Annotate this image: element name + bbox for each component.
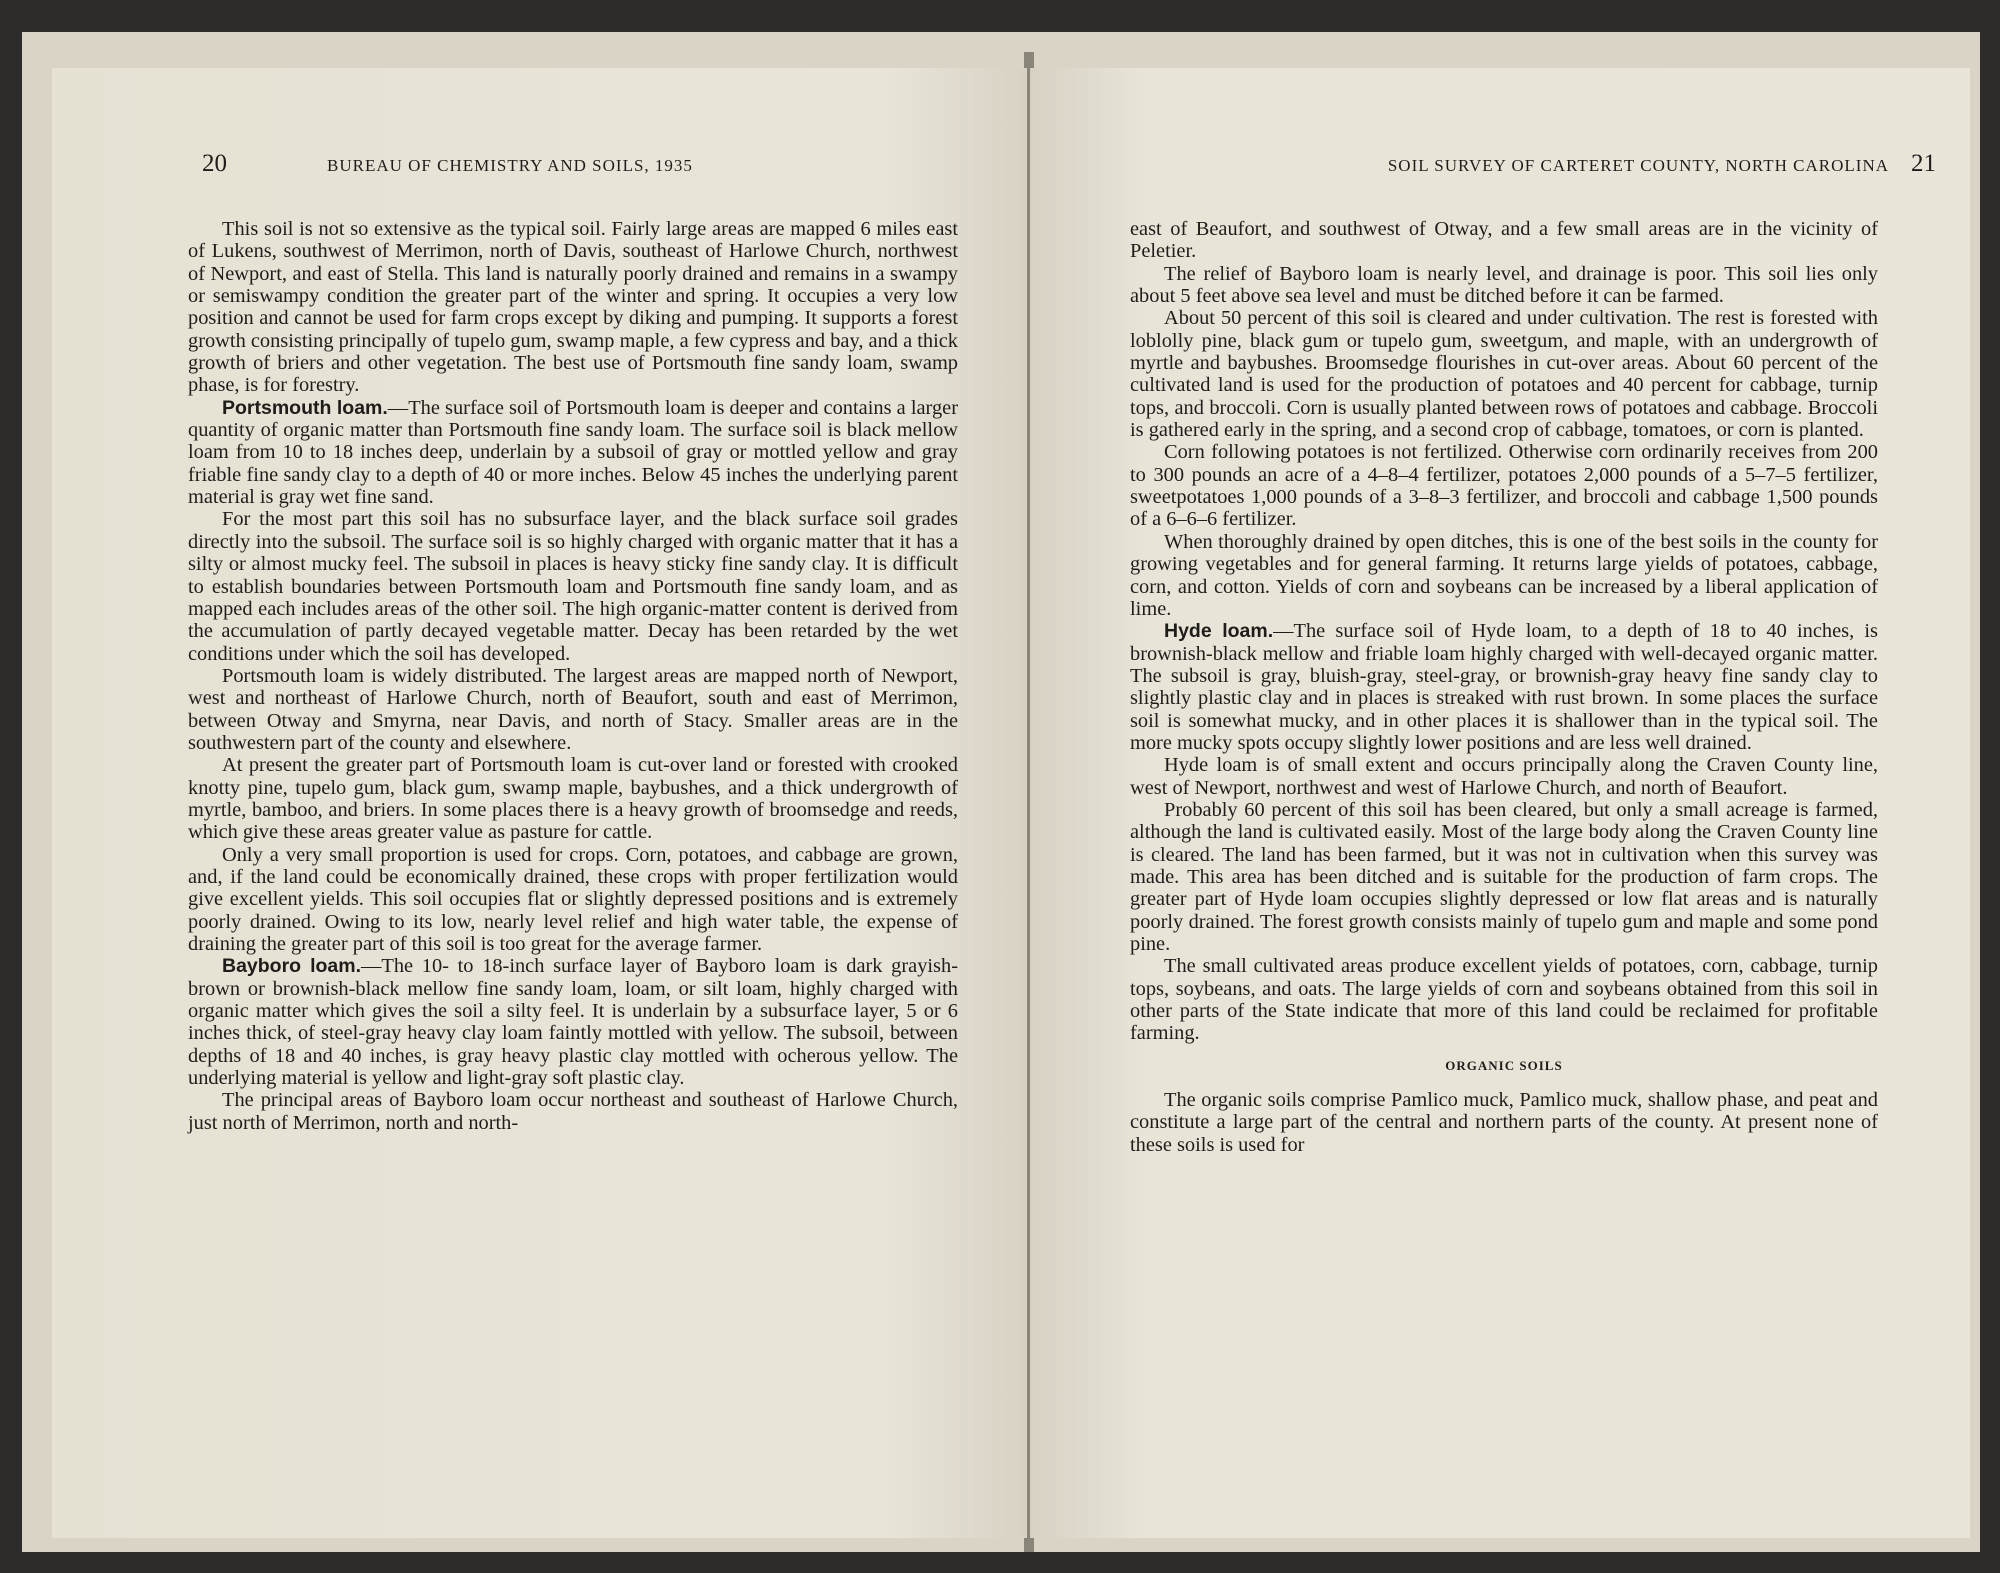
paragraph: At present the greater part of Portsmouth loam is cut-over land or forested with crooked knotty pine, tupelo gum, black gum, swamp maple, baybushes, and a thick undergrowth of myrtle, bamboo, and briers. In some places there is a heavy growth of broomsedge and reeds, which give these areas greater value as pasture for cattle. [188,754,958,844]
paragraph: Hyde loam.—The surface soil of Hyde loam, to a depth of 18 to 40 inches, is brownish-black mellow and friable loam highly charged with well-decayed organic matter. The subsoil is gray, bluish-gray, steel-gray, or brownish-gray heavy fine sandy clay to slightly plastic clay and in places is streaked with rust brown. In some places the surface soil is somewhat mucky, and in other places it is shallower than in the typical soil. The more mucky spots occupy slightly lower positions and are less well drained. [1130,620,1878,754]
page-number: 20 [202,150,227,177]
right-page-header [1198,150,1936,184]
paragraph: This soil is not so extensive as the typical soil. Fairly large areas are mapped 6 miles east of Lukens, southwest of Merrimon, north of Davis, southeast of Harlowe Church, northwest of Newport, and east of Stella. This land is naturally poorly drained and remains in a swampy or semiswampy condition the greater part of the winter and spring. It occupies a very low position and cannot be used for farm crops except by diking and pumping. It supports a forest growth consisting principally of tupelo gum, swamp maple, a few cypress and bay, and a thick growth of briers and other vegetation. The best use of Portsmouth fine sandy loam, swamp phase, is for forestry. [188,218,958,397]
paragraph: Only a very small proportion is used for crops. Corn, potatoes, and cabbage are grown, and, if the land could be economically drained, these crops with proper fertilization would give excellent yields. This soil occupies flat or slightly depressed positions and is extremely poorly drained. Owing to its low, nearly level relief and high water table, the expense of draining the greater part of this soil is too great for the average farmer. [188,843,958,955]
paragraph: Portsmouth loam.—The surface soil of Portsmouth loam is deeper and contains a larger quantity of organic matter than Portsmouth fine sandy loam. The surface soil is black mellow loam from 10 to 18 inches deep, underlain by a subsoil of gray or mottled yellow and gray friable fine sandy clay to a depth of 40 or more inches. Below 45 inches the underlying parent material is gray wet fine sand. [188,396,958,509]
running-head: SOIL SURVEY OF CARTERET COUNTY, NORTH CAROLINA [1387,156,1889,175]
right-page [1030,68,1970,1538]
paragraph: About 50 percent of this soil is cleared and under cultivation. The rest is forested with loblolly pine, black gum or tupelo gum, sweetgum, and maple, with an undergrowth of myrtle and baybushes. Broomsedge flourishes in cut-over areas. About 60 percent of the cultivated land is used for the production of potatoes and 40 percent for cabbage, turnip tops, and broccoli. Corn is usually planted between rows of potatoes and cabbage. Broccoli is gathered early in the spring, and a second crop of cabbage, tomatoes, or corn is planted. [1130,307,1878,442]
paragraph: Corn following potatoes is not fertilized. Otherwise corn ordinarily receives from 200 to 300 pounds an acre of a 4–8–4 fertilizer, potatoes 2,000 pounds of a 5–7–5 fertilizer, sweetpotatoes 1,000 pounds of a 3–8–3 fertilizer, and broccoli and cabbage 1,500 pounds of a 6–6–6 fertilizer. [1130,441,1878,531]
paragraph: east of Beaufort, and southwest of Otway, and a few small areas are in the vicinity of Peletier. [1130,218,1878,263]
section-heading: ORGANIC SOILS [1445,1057,1563,1073]
left-page [52,68,1027,1538]
paragraph: When thoroughly drained by open ditches, this is one of the best soils in the county for growing vegetables and for general farming. It returns large yields of potatoes, cabbage, corn, and cotton. Yields of corn and soybeans can be increased by a liberal application of lime. [1130,530,1878,620]
paragraph: Hyde loam is of small extent and occurs principally along the Craven County line, west of Newport, northwest and west of Harlowe Church, and north of Beaufort. [1130,754,1878,799]
running-head: BUREAU OF CHEMISTRY AND SOILS, 1935 [327,156,693,175]
paragraph: The small cultivated areas produce excellent yields of potatoes, corn, cabbage, turnip tops, soybeans, and oats. The large yields of corn and soybeans obtained from this soil in other parts of the State indicate that more of this land could be reclaimed for profitable farming. [1130,955,1878,1045]
soil-term: Hyde loam. [1164,620,1274,643]
paragraph: For the most part this soil has no subsurface layer, and the black surface soil grades directly into the subsoil. The surface soil is so highly charged with organic matter that it has a silty or almost mucky feel. The subsoil in places is heavy sticky fine sandy clay. It is difficult to establish boundaries between Portsmouth loam and Portsmouth fine sandy loam, and as mapped each includes areas of the other soil. The high organic-matter content is derived from the accumulation of partly decayed vegetable matter. Decay has been retarded by the wet conditions under which the soil has developed. [188,508,958,665]
paragraph: The relief of Bayboro loam is nearly level, and drainage is poor. This soil lies only about 5 feet above sea level and must be ditched before it can be farmed. [1130,262,1878,308]
soil-term: Bayboro loam. [222,955,362,978]
right-page-text [1130,218,1878,1156]
left-page-header [202,150,932,184]
paragraph: The principal areas of Bayboro loam occur northeast and southeast of Harlowe Church, just north of Merrimon, north and north- [188,1089,958,1134]
paragraph: The organic soils comprise Pamlico muck, Pamlico muck, shallow phase, and peat and constitute a large part of the central and northern parts of the county. At present none of these soils is used for [1130,1089,1878,1156]
left-page-text [188,218,958,1134]
open-book [22,32,1980,1552]
paragraph: Bayboro loam.—The 10- to 18-inch surface layer of Bayboro loam is dark grayish-brown or brownish-black mellow fine sandy loam, loam, or silt loam, highly charged with organic matter which gives the soil a silty feel. It is underlain by a subsurface layer, 5 or 6 inches thick, of steel-gray heavy clay loam faintly mottled with yellow. The subsoil, between depths of 18 and 40 inches, is gray heavy plastic clay mottled with ocherous yellow. The underlying material is yellow and light-gray soft plastic clay. [188,955,958,1090]
soil-term: Portsmouth loam. [222,396,388,419]
page-number: 21 [1911,150,1936,177]
paragraph: Portsmouth loam is widely distributed. The largest areas are mapped north of Newport, west and northeast of Harlowe Church, north of Beaufort, south and east of Merrimon, between Otway and Smyrna, near Davis, and north of Stacy. Smaller areas are in the southwestern part of the county and elsewhere. [188,664,958,754]
paragraph: Probably 60 percent of this soil has been cleared, but only a small acreage is farmed, although the land is cultivated easily. Most of the large body along the Craven County line is cleared. The land has been farmed, but it was not in cultivation when this survey was made. This area has been ditched and is suitable for the production of farm crops. The greater part of Hyde loam occupies slightly depressed or low flat areas and is naturally poorly drained. The forest growth consists mainly of tupelo gum and maple and some pond pine. [1130,798,1878,955]
